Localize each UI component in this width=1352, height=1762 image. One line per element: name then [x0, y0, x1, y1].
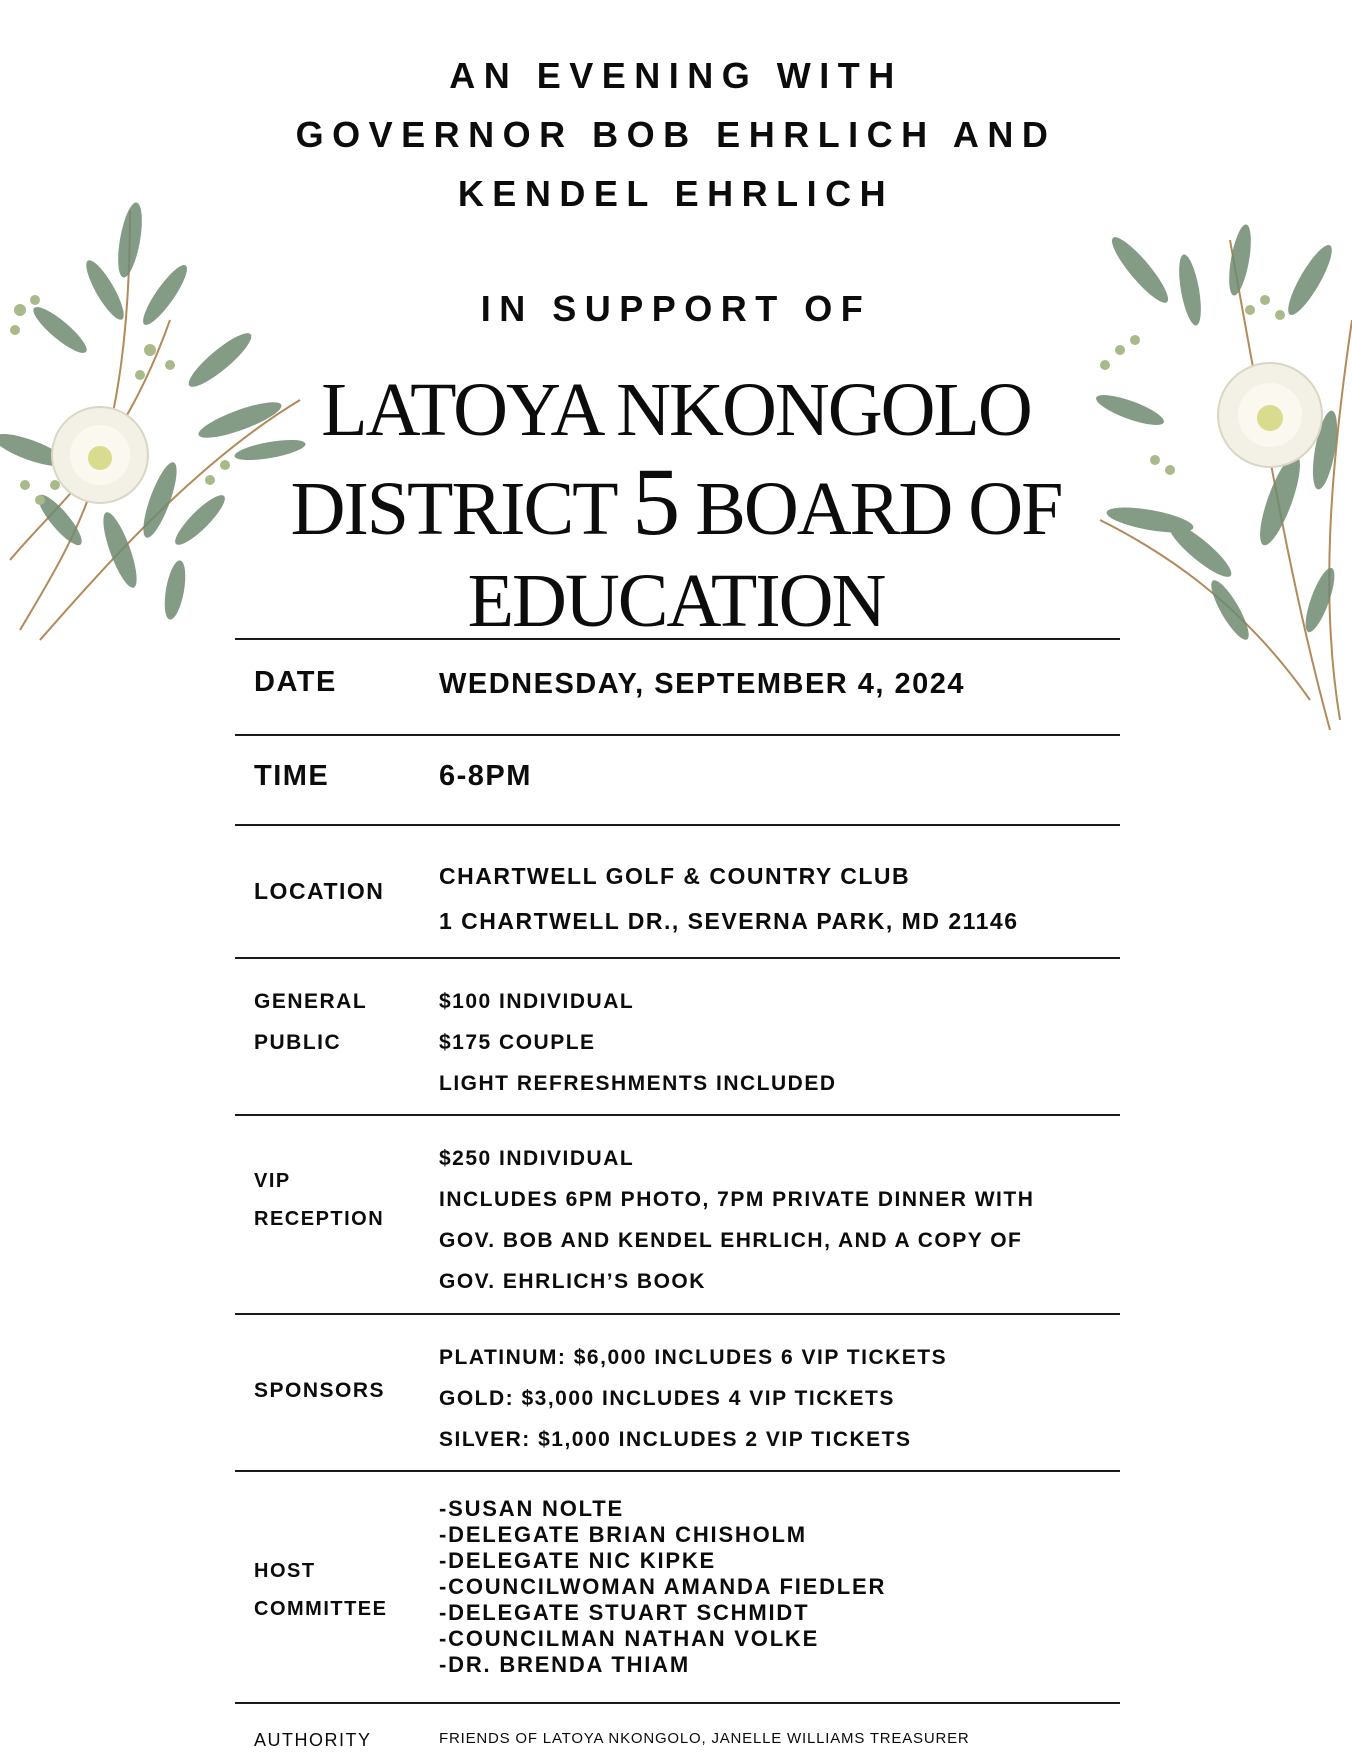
host-member: -DELEGATE BRIAN CHISHOLM [439, 1522, 807, 1547]
candidate-title [0, 364, 1352, 647]
time-label: TIME [254, 760, 330, 792]
host-member: -SUSAN NOLTE [439, 1496, 624, 1521]
event-details-table [235, 638, 1120, 1762]
row-sponsors [235, 1313, 1120, 1470]
general-public-label-2: PUBLIC [254, 1031, 342, 1054]
general-public-label [254, 981, 367, 1063]
office-line-3: EDUCATION [467, 559, 885, 643]
time-value: 6-8PM [439, 760, 532, 792]
heading-line-3: KENDEL EHRLICH [457, 173, 895, 214]
host-committee-label [254, 1552, 388, 1628]
vip-detail-1: INCLUDES 6PM PHOTO, 7PM PRIVATE DINNER WITH [439, 1188, 1035, 1211]
vip-label [254, 1162, 384, 1238]
row-date [235, 638, 1120, 734]
sponsor-platinum: PLATINUM: $6,000 INCLUDES 6 VIP TICKETS [439, 1346, 948, 1369]
venue-address: 1 CHARTWELL DR., SEVERNA PARK, MD 21146 [439, 908, 1019, 934]
row-host-committee [235, 1470, 1120, 1702]
in-support-of: IN SUPPORT OF [480, 288, 872, 329]
general-public-label-1: GENERAL [254, 990, 368, 1013]
vip-detail-3: GOV. EHRLICH’S BOOK [439, 1270, 706, 1293]
venue-name: CHARTWELL GOLF & COUNTRY CLUB [439, 863, 911, 889]
office-prefix: DISTRICT [290, 467, 633, 551]
row-general-public [235, 957, 1120, 1114]
vip-label-1: VIP [254, 1170, 291, 1192]
sponsor-silver: SILVER: $1,000 INCLUDES 2 VIP TICKETS [439, 1428, 912, 1451]
office-suffix: BOARD OF [678, 467, 1062, 551]
vip-label-2: RECEPTION [254, 1208, 385, 1230]
vip-price: $250 INDIVIDUAL [439, 1147, 635, 1170]
sponsor-gold: GOLD: $3,000 INCLUDES 4 VIP TICKETS [439, 1387, 895, 1410]
host-member: -DELEGATE STUART SCHMIDT [439, 1600, 810, 1625]
host-member: -DELEGATE NIC KIPKE [439, 1548, 717, 1573]
host-label-2: COMMITTEE [254, 1598, 388, 1620]
sponsors-label: SPONSORS [254, 1379, 386, 1402]
row-time [235, 734, 1120, 824]
host-member: -COUNCILMAN NATHAN VOLKE [439, 1626, 820, 1651]
heading-line-2: GOVERNOR BOB EHRLICH AND [295, 114, 1057, 155]
vip-detail-2: GOV. BOB AND KENDEL EHRLICH, AND A COPY OF [439, 1229, 1023, 1252]
candidate-name: LATOYA NKONGOLO [321, 368, 1031, 452]
row-location [235, 824, 1120, 957]
event-heading [0, 46, 1352, 223]
date-value: WEDNESDAY, SEPTEMBER 4, 2024 [439, 668, 966, 700]
vip-value [439, 1138, 1034, 1302]
authority-value: FRIENDS OF LATOYA NKONGOLO, JANELLE WILLIAMS TREASURER [439, 1730, 970, 1747]
host-label-1: HOST [254, 1560, 316, 1582]
candidate-office-line [0, 448, 1352, 555]
location-value [439, 854, 1019, 944]
authority-label: AUTHORITY [254, 1730, 372, 1750]
date-label: DATE [254, 666, 337, 698]
host-member: -DR. BRENDA THIAM [439, 1652, 690, 1677]
host-member: -COUNCILWOMAN AMANDA FIEDLER [439, 1574, 887, 1599]
host-committee-list [439, 1496, 886, 1678]
heading-line-1: AN EVENING WITH [449, 55, 903, 96]
general-public-value [439, 981, 837, 1104]
price-individual: $100 INDIVIDUAL [439, 990, 635, 1013]
refreshments-note: LIGHT REFRESHMENTS INCLUDED [439, 1072, 837, 1095]
row-vip-reception [235, 1114, 1120, 1313]
price-couple: $175 COUPLE [439, 1031, 596, 1054]
location-label: LOCATION [254, 878, 385, 904]
district-number: 5 [632, 448, 679, 555]
row-authority [235, 1702, 1120, 1762]
sponsors-value [439, 1337, 947, 1460]
